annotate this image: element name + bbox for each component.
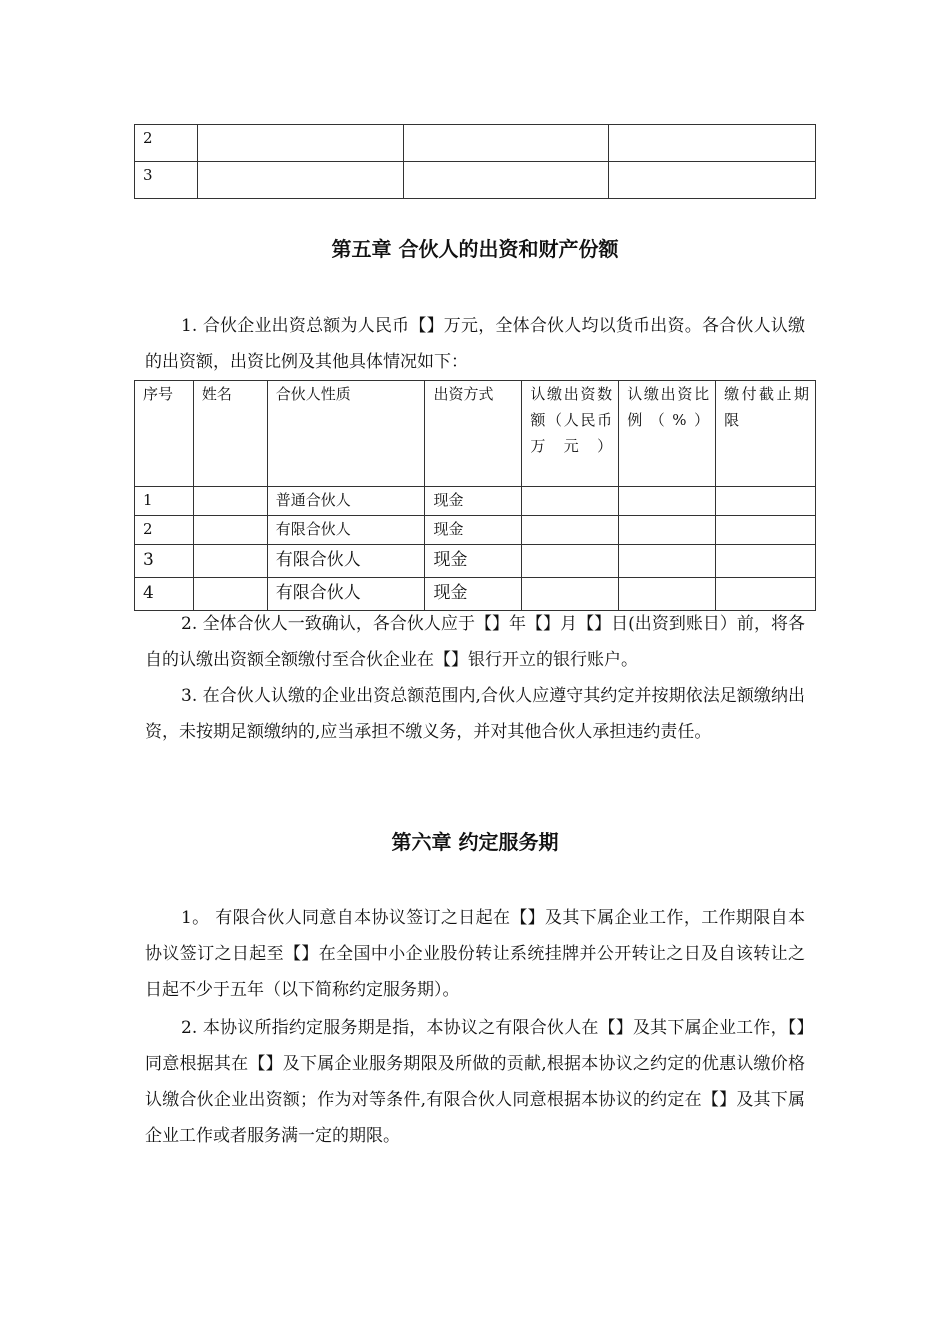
- table-row: [135, 487, 816, 516]
- table-cell: [609, 162, 816, 199]
- table-row: [135, 162, 816, 199]
- table-cell: 现金: [425, 545, 522, 578]
- chapter-title: 第六章 约定服务期: [391, 830, 559, 854]
- table-cell: 2: [135, 125, 198, 162]
- table-header-row: [135, 381, 816, 487]
- table-cell: [403, 125, 609, 162]
- table-cell: 有限合伙人: [267, 516, 425, 545]
- table-cell: 3: [135, 162, 198, 199]
- table-cell: [193, 516, 267, 545]
- table-cell: [619, 487, 716, 516]
- paragraph: 2. 本协议所指约定服务期是指，本协议之有限合伙人在【】及其下属企业工作，【】同意根据其在【】及下属企业服务期限及所做的贡献,根据本协议之约定的优惠认缴价格认缴合伙企业出资额；作为对等条件,有限合伙人同意根据本协议的约定在【】及其下属企业工作或者服务满一定的期限。: [145, 1018, 805, 1146]
- table-cell: [716, 516, 816, 545]
- table-cell: 2: [135, 516, 194, 545]
- table-cell: [522, 545, 619, 578]
- table-cell: 1: [135, 487, 194, 516]
- table-cell: 4: [135, 578, 194, 611]
- paragraph: 2. 全体合伙人一致确认，各合伙人应于【】年【】月【】日(出资到账日）前，将各自的认缴出资额全额缴付至合伙企业在【】银行开立的银行账户。: [145, 614, 805, 670]
- table-cell: [193, 545, 267, 578]
- top-table: [134, 124, 816, 199]
- table-cell: [197, 162, 403, 199]
- paragraph: 1。 有限合伙人同意自本协议签订之日起在【】及其下属企业工作，工作期限自本协议签订之日起至【】在全国中小企业股份转让系统挂牌并公开转让之日及自该转让之日起不少于五年（以下简称约定服务期）。: [145, 908, 805, 1000]
- header-cell: 姓名: [193, 381, 267, 487]
- chapter-title: 第五章 合伙人的出资和财产份额: [331, 237, 619, 261]
- table-cell: [619, 545, 716, 578]
- table-cell: 有限合伙人: [267, 545, 425, 578]
- table-cell: 现金: [425, 487, 522, 516]
- table-cell: [522, 516, 619, 545]
- paragraph: 1. 合伙企业出资总额为人民币【】万元，全体合伙人均以货币出资。各合伙人认缴的出资额，出资比例及其他具体情况如下：: [145, 316, 805, 372]
- table-cell: [197, 125, 403, 162]
- table-cell: [193, 487, 267, 516]
- table-row: [135, 545, 816, 578]
- header-cell: 出资方式: [425, 381, 522, 487]
- table-cell: 普通合伙人: [267, 487, 425, 516]
- contribution-table: [134, 380, 816, 611]
- header-cell: 认缴出资数额（人民币万元）: [522, 381, 619, 487]
- table-cell: 现金: [425, 578, 522, 611]
- header-cell: 认缴出资比例（%）: [619, 381, 716, 487]
- table-row: [135, 516, 816, 545]
- paragraph: 3. 在合伙人认缴的企业出资总额范围内,合伙人应遵守其约定并按期依法足额缴纳出资，未按期足额缴纳的,应当承担不缴义务，并对其他合伙人承担违约责任。: [145, 686, 805, 742]
- table-cell: 有限合伙人: [267, 578, 425, 611]
- table-cell: [403, 162, 609, 199]
- table-cell: 现金: [425, 516, 522, 545]
- table-cell: [522, 487, 619, 516]
- table-cell: [609, 125, 816, 162]
- header-cell: 合伙人性质: [267, 381, 425, 487]
- table-cell: 3: [135, 545, 194, 578]
- table-cell: [716, 487, 816, 516]
- table-row: [135, 125, 816, 162]
- header-cell: 序号: [135, 381, 194, 487]
- table-cell: [619, 516, 716, 545]
- table-cell: [716, 545, 816, 578]
- header-cell: 缴付截止期限: [716, 381, 816, 487]
